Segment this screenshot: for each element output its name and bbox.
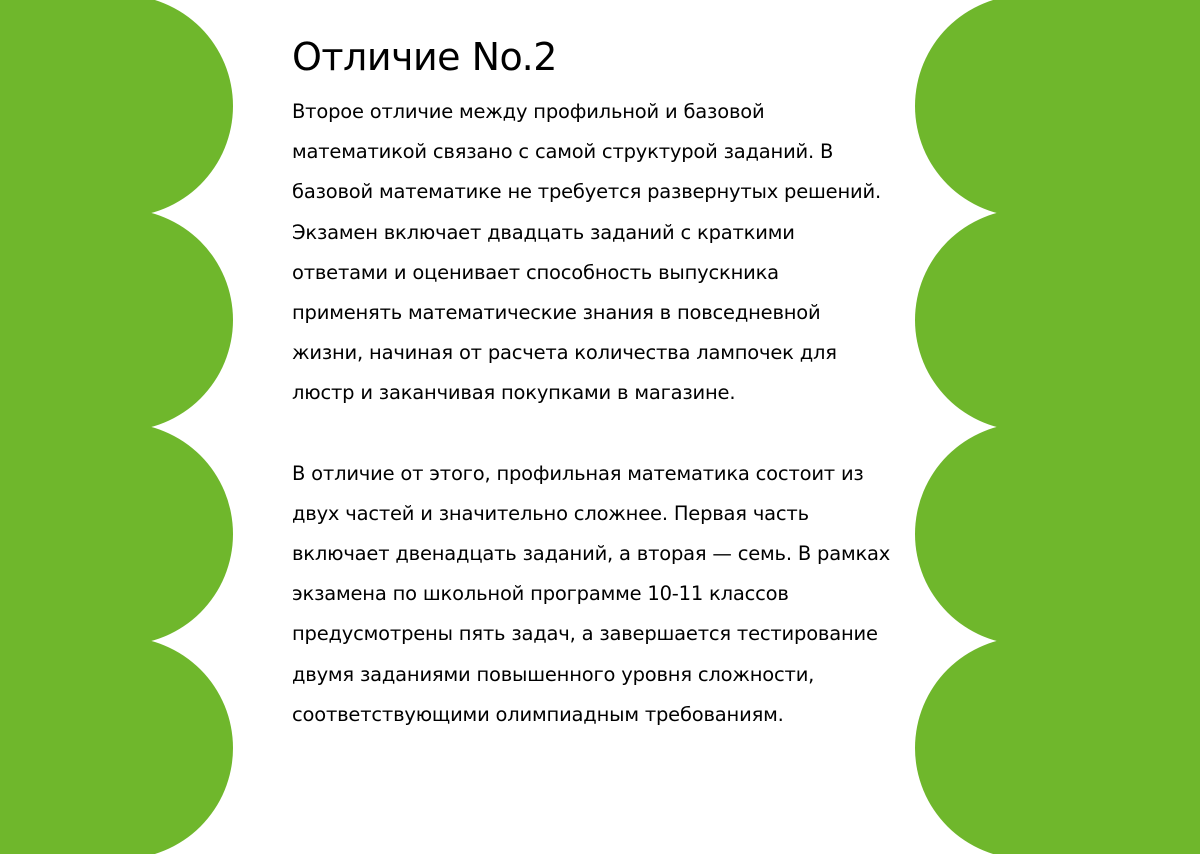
paragraph-basic-math: Второе отличие между профильной и базовой математикой связано с самой структурой заданий. В базовой математике не требуется развернутых решений. Экзамен включает двадцать заданий с краткими ответами и оценивает способность выпускника применять математические знания в повседневной жизни, начиная от расчета количества лампочек для люстр и заканчивая покупками в магазине. bbox=[292, 100, 881, 405]
content-block bbox=[292, 34, 912, 735]
page-title: Отличие No.2 bbox=[292, 35, 557, 79]
paragraph-profile-math: В отличие от этого, профильная математика состоит из двух частей и значительно сложнее. Первая часть включает двенадцать заданий, а вторая — семь. В рамках экзамена по школьной программе 10-11 классов предусмотрены пять задач, а завершается тестирование двумя заданиями повышенного уровня сложности, соответствующими олимпиадным требованиям. bbox=[292, 461, 891, 726]
left-green-strip bbox=[0, 0, 150, 854]
right-green-strip bbox=[1000, 0, 1200, 854]
